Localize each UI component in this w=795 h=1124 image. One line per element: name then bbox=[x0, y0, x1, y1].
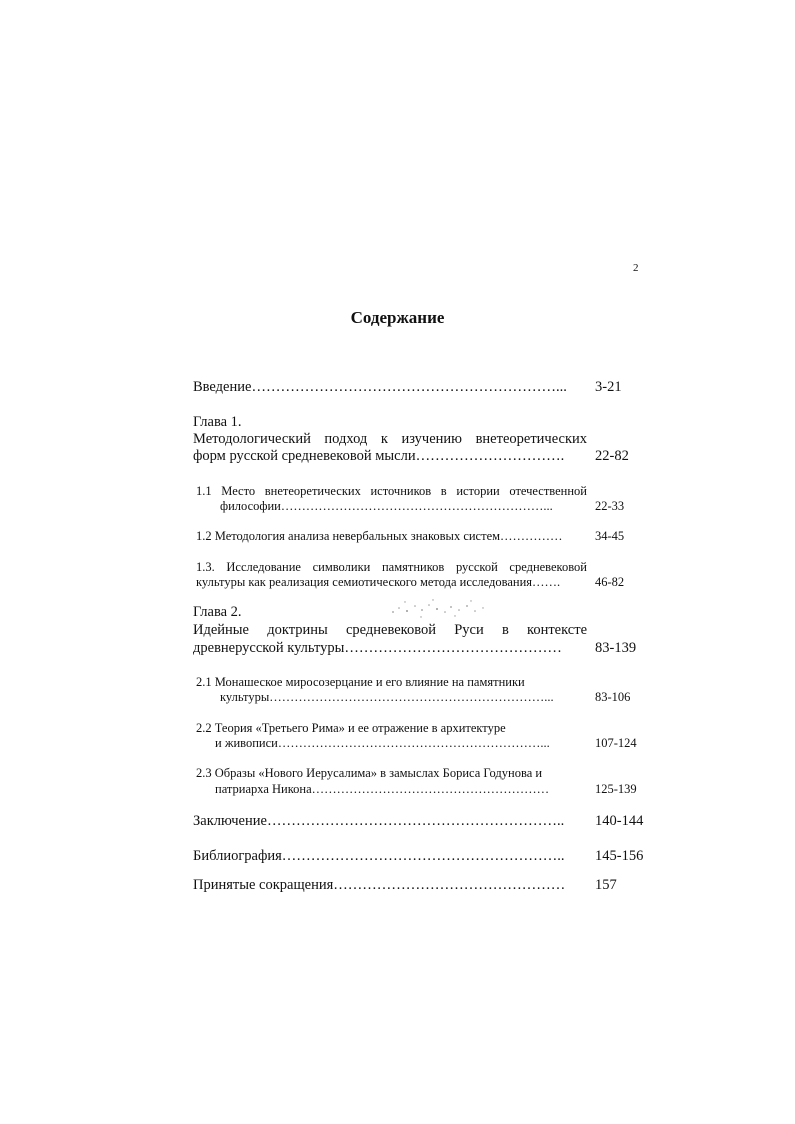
chapter-title-line-1: Идейные доктрины средневековой Руси в контексте bbox=[193, 622, 587, 638]
toc-entry-pages: 83-139 bbox=[595, 640, 637, 656]
toc-entry-pages: 157 bbox=[595, 877, 617, 893]
chapter-title-line-2: древнерусской культуры……………………………………… bbox=[193, 640, 562, 656]
faint-stamp-mark bbox=[385, 596, 495, 622]
toc-entry-pages: 107-124 bbox=[595, 736, 637, 750]
toc-entry-pages: 145-156 bbox=[595, 848, 644, 864]
chapter-title-line-1: Методологический подход к изучению внетеоретических bbox=[193, 431, 587, 447]
chapter-title-line-2: форм русской средневековой мысли…………………………. bbox=[193, 448, 565, 464]
toc-entry-pages: 3-21 bbox=[595, 379, 622, 395]
toc-entry-pages: 140-144 bbox=[595, 813, 644, 829]
toc-entry-text: Библиография………………………………………………….. bbox=[193, 848, 565, 864]
section-title-line-1: 2.3 Образы «Нового Иерусалима» в замыслах Бориса Годунова и bbox=[196, 766, 543, 780]
section-title-line-2: и живописи………………………………………………………... bbox=[215, 736, 550, 750]
section-title-line-1: 2.2 Теория «Третьего Рима» и ее отражение в архитектуре bbox=[196, 721, 506, 735]
section-title-line-1: 2.1 Монашеское миросозерцание и его влияние на памятники bbox=[196, 675, 525, 689]
toc-entry-text: Введение………………………………………………………... bbox=[193, 379, 567, 395]
section-title-line-2: патриарха Никона………………………………………………… bbox=[215, 782, 550, 796]
section-title-line-1: 1.1 Место внетеоретических источников в истории отечественной bbox=[196, 484, 587, 498]
section-title-line-2: философии………………………………………………………... bbox=[220, 499, 553, 513]
section-title-line-1: 1.3. Исследование символики памятников русской средневековой bbox=[196, 560, 587, 574]
toc-entry-pages: 83-106 bbox=[595, 690, 631, 704]
page-number: 2 bbox=[633, 262, 639, 274]
toc-entry-pages: 22-82 bbox=[595, 448, 629, 464]
toc-entry-pages: 46-82 bbox=[595, 575, 625, 589]
toc-entry-pages: 34-45 bbox=[595, 529, 625, 543]
toc-entry-text: Принятые сокращения………………………………………… bbox=[193, 877, 566, 893]
chapter-heading: Глава 1. bbox=[193, 414, 242, 430]
toc-entry-text: Заключение…………………………………………………….. bbox=[193, 813, 565, 829]
toc-entry-pages: 125-139 bbox=[595, 782, 637, 796]
page-title: Содержание bbox=[350, 308, 445, 327]
section-title-line-2: культуры как реализация семиотического метода исследования……. bbox=[196, 575, 561, 589]
chapter-heading: Глава 2. bbox=[193, 604, 242, 620]
section-title-line-2: культуры…………………………………………………………... bbox=[220, 690, 554, 704]
toc-entry-pages: 22-33 bbox=[595, 499, 625, 513]
section-title: 1.2 Методология анализа невербальных знаковых систем…………… bbox=[196, 529, 563, 543]
